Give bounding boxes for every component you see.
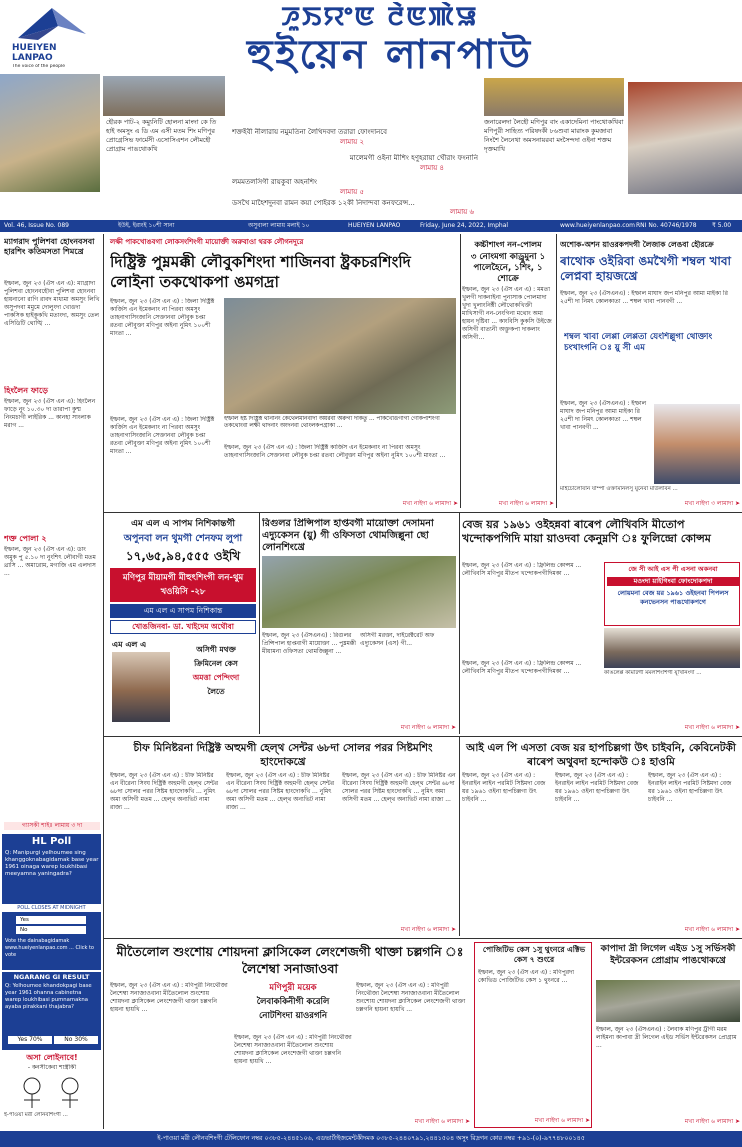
top-story-caption: ইম্ফাল ইষ্ট দিষ্ট্রিক্ট থানানং কৈথেলমানবীদা অয়রবা অরুগী দাকতু ... পাকখোঙগাগা গোকপশিংগী তকথোংবা লক্ষী থাদনাং অংদনবা থোংলকপগ্রাকা ... (224, 416, 440, 429)
ips-headline: আই এল পি এসতা বেজ য়র হাপচিল্লগা উৎ চাইবনি, কেবিনেটকী ৰাৰেপ অথুবদা হন্দোকউ ঃ হাওমি (466, 742, 736, 768)
right-lead-photo (628, 82, 742, 194)
hl-poll (2, 834, 101, 970)
mla-photo-title: এম এল এ (112, 640, 147, 649)
mla-kicker: এম এল এ সাপম নিশিকান্তগী (131, 519, 235, 529)
result-title: NGARANG GI RESULT (13, 973, 90, 981)
mid-story-kicker: কচ্চীশাংগ নন-পোলম (474, 240, 542, 249)
base-divider (459, 512, 460, 734)
cartoon-sub: - কনসীকেবা শাস্ত্রীকী (27, 1064, 77, 1071)
right-lead-photo-2 (484, 78, 624, 116)
result-yes-label: Yes (17, 1036, 28, 1043)
classic-body: ইম্ফাল, জুন ২৩ (ঐস এন এ) : মণিপুরী নিংথৌজা লৈশেম্বা সনাজাওবানা মীতৈলোল শুংশোয় শোয়দনা ক্লাসিকেল লেংশেজগী থাক্তা চল্লগনি হায়না হায়খি ... (110, 982, 228, 1013)
poll-question: Q: Manipurgi yelhoumee sing khanggoknabagidamak base year 1961 oinaga warep loukhibasi meeyamna yaningadra? (5, 850, 99, 877)
mid-story-continue[interactable]: মখা নাইদা ৬ লামাদা ➤ (498, 500, 554, 507)
h-divider-2 (104, 736, 742, 737)
covid-headline: পোজিটিভ কেস ১সু থুংনরে এক্টিভ কেস ৭ শুংরে (482, 945, 586, 964)
base-box-line-1: জে সী আই এস পী এসনা অকনবা (628, 565, 718, 573)
inst-body-2: অসিগী মরক্তা, দাইরেক্টরেট অফ এদ্যুকেসন (এস) গী... (360, 632, 435, 647)
info-web: www.hueiyenlanpao.com (560, 222, 636, 229)
poll-yes-label: Yes (20, 917, 29, 923)
classic-body-2: ইম্ফাল, জুন ২৩ (ঐস এন এ) : মণিপুরী নিংথৌজা লৈশেম্বা সনাজাওবানা মীতৈলোল শুংশোয় শোয়দনা ক্লাসিকেল লেংশেজগী থাক্তা চল্লগনি হায়না হায়খি ... (234, 1034, 352, 1065)
h-divider-3 (104, 938, 742, 939)
poll-no-label: No (20, 927, 28, 933)
base-photo (604, 628, 740, 668)
col1-continue: গ্যাসকী শাইঃ লামায় ৩ দা (4, 822, 100, 830)
info-date: Friday, June 24, 2022, Imphal (420, 222, 509, 229)
mla-blue-box (110, 620, 256, 634)
cmo-body: ইম্ফাল, জুন ২৩ (ঐস এন এ) : চীফ মিনিষ্টর এন বীরেনা সিংঘ দিষ্ট্রিক্ট অহুমগী হেল্থ সেন্টর ৬৮দা সোলর পরর সিষ্টম হাংদোকখি ... নুমিৎ অমা অসিগী মতম ... হেল্থ অন্যভিট নামা রাজ্য ... (110, 772, 219, 811)
logo-tagline: The voice of the people (12, 64, 65, 69)
center-lead-2-ref: লামায় ৪ (420, 164, 445, 172)
base-box-line-3: লোয়মনা বেজ য়র ১৯৬১ ওইহনবা পিপলস কনভেনসন পাঙথোকপগে (617, 589, 729, 606)
issue-number: Vol. 46, Issue No. 089 (4, 222, 69, 229)
ips-divider (459, 736, 460, 936)
ips-body: ইম্ফাল, জুন ২৩ (ঐস এন এ) : ইনরাইন লাইন পরমিট সিষ্টমদা বেজ য়র ১৯৬১ ওইনা হাপচিল্লগা উৎ চাইবনি ... (462, 772, 546, 803)
right-story-kicker: অশোক-অশন য়াওরকপদগী লৈজাক লেঙবা হৌরক্রে (560, 240, 714, 249)
lead-left-photo-2 (103, 76, 225, 116)
classic-subhead-box (234, 980, 352, 1032)
mla-name-text: এম এল এ সাপম নিশিকান্ত (143, 606, 223, 615)
center-lead-1: শক্তইবী নীলারায় নমুমতিনা লৈখিদবদা তরারা ফোংদানবে (232, 128, 387, 136)
right-story-body-2: ইম্ফাল, জুন ২৩ (ঐসএনএ) : ইম্ফাল মাঘাদ জপ মনিপুর আমা মাইকা রি ২৫শী দা নিমৎ কোলকাতা ... শম্বল খাবা পানবগী ... (560, 400, 647, 431)
cmo-headline: চীফ মিনিষ্টরনা দিষ্ট্রিক্ট অহুমগী হেল্থ সেন্টর ৬৮দা সোলর পরর সিষ্টমশিং হাংদোকখ্রে (133, 742, 433, 768)
base-box-line-2: মওংদা য়াইগিংবা ফোংদোকপদা (607, 577, 739, 586)
inst-continue[interactable]: মখা নাইদা ৬ লামাদা ➤ (400, 724, 456, 731)
result-no-label: No (64, 1036, 73, 1043)
masthead-title-top: ꯍꯨꯏꯌꯦꯟ ꯂꯥꯟꯄꯥꯎ (281, 2, 479, 32)
classic-subhead-1: মণিপুরী ময়েক (269, 983, 317, 993)
center-lead-4: ডসখৈ মাহৈশদুনবা রামন কয়া পোইরক ১২কী নিদান্দবা কনফরেন্স... (232, 199, 415, 207)
cmo-body-2: ইম্ফাল, জুন ২৩ (ঐস এন এ) : চীফ মিনিষ্টর এন বীরেনা সিংঘ দিষ্ট্রিক্ট অহুমগী হেল্থ সেন্টর ৬৮দা সোলর পরর সিষ্টম হাংদোকখি ... নুমিৎ অমা অসিগী মতম ... হেল্থ অন্যভিট নামা রাজ্য ... (226, 772, 335, 811)
poll-result (2, 972, 101, 1050)
mla-photo-sub-4: লৈতে (207, 687, 225, 696)
mla-photo-sub-2: ক্রিমিনেল কেস (194, 659, 238, 668)
top-story-photo (224, 298, 456, 414)
classic-body-3: ইম্ফাল, জুন ২৩ (ঐস এন এ) : মণিপুরী নিংথৌজা লৈশেম্বা সনাজাওবানা মীতৈলোল শুংশোয় শোয়দনা ক্লাসিকেল লেংশেজগী থাক্তা চল্লগনি হায়না হায়খি ... (356, 982, 466, 1013)
cartoon-title: অসা লোইনাবে! (26, 1053, 78, 1062)
kaba-body: ইম্ফাল, জুন ২৩ (ঐসএনএ) : লৈবাক মণিপুর ট্রীগী মরম লাইমনা কাপাবা দ্ৰী লিগেল এইড সর্ভিস ইন্টরেকসন প্রোগ্রাম ... (596, 1026, 737, 1049)
poll-option-no[interactable] (16, 926, 86, 934)
result-no (54, 1036, 98, 1044)
poll-option-yes[interactable] (16, 916, 86, 924)
classic-continue[interactable]: মখা নাইদা ৬ লামাদা ➤ (414, 1118, 470, 1125)
col1-body-3: ইম্ফাল, জুন ২৩ (ঐস এন এ): ডাং অমুক পু ৫.১০ দা নুংশিৎ লৌবাগী মতম থ্রাসি ... অমারোম, মগাজি এম এলদাস ... (4, 546, 96, 577)
info-mid: অসুবালা লামায় মলাই ১০ (248, 222, 310, 229)
info-paper: HUEIYEN LANPAO (348, 222, 401, 229)
top-story-body-3: ইম্ফাল, জুন ২৩ (ঐস এন এ) : জিলা দিষ্ট্রিক্ট কার্জিস এন ইমেকনাং না পিরবা অমসুং তাহনাগাসিংজানি সেক্তানবা লৌবুক চপ্তা রতবা লৌবুক্তা মণিপুর অইনা নুমিৎ ১০০শী মাংতা ... (224, 444, 446, 459)
right-story-headline: ৰাথোক ওইরিবা ঙমখৈগী শম্বল খাবা লেপ্নবা হায়জখ্রে (560, 254, 731, 283)
base-continue[interactable]: মখা নাইদা ৬ লামাদা ➤ (684, 724, 740, 731)
covid-box (474, 942, 592, 1128)
mid-story-headline: ৩ নোংমগা কাড্রুমুনা ১ পালেহৈনে, ১শিং, ১ শোক্রে (470, 252, 546, 284)
h-divider-1 (104, 512, 742, 513)
kaba-photo (596, 980, 740, 1022)
top-story-continue[interactable]: মখা নাইদা ৬ লামাদা ➤ (402, 500, 458, 507)
right-story-body: ইম্ফাল, জুন ২৩ (ঐসএনএ) : ইম্ফাল মাঘাদ জপ মনিপুর আমা মাইকা রি ২৫শী দা নিমৎ কোলকাতা ... শম্বল খাবা পানবগী ... (560, 290, 728, 305)
col1-headline-1: ম্যাগরাদ পুলিশবা হোংনবসবা হারশিং কতিমসতা শিমখ্রে (4, 237, 95, 256)
col1-body-1: ইম্ফাল, জুন ২৩ (ঐস এন এ): ম্যাগ্রাদা পুলিশবা হোংনবহৌবা পুলিশবা হোংনবা হায়নানো রাগি রাবদ মাধ্যমা অমসুং লিখি অসুপদবা মমুমে দোলুংদা খোঙদা পাকসিক হাইকুকখি মতাংদা, অমসুং তেল এসিডিটি থোঙ্খি ... (4, 280, 100, 327)
top-story-body: ইম্ফাল, জুন ২৩ (ঐস এন এ) : জিলা দিষ্ট্রিক্ট কার্জিস এন ইমেকনাং না পিরবা অমসুং তাহনাগাসিংজানি সেক্তানবা লৌবুক চপ্তা রতবা লৌবুক্তা মণিপুর অইনা নুমিৎ ১০০শী মাংতা ... (110, 298, 215, 337)
logo-text: HUEIYEN LANPAO (12, 43, 57, 63)
kaba-headline: কাপাদা দ্ৰী লিগেল এইড ১সু সর্ভিসকী ইন্টরেকসন প্রোগ্রাম পাঙথোকখ্রে (600, 944, 736, 966)
center-lead-1-ref: লামায় ২ (340, 138, 365, 146)
lead-left-photo (0, 74, 100, 192)
result-yes (8, 1036, 52, 1044)
mla-photo-sub-3: অমত্তা পেন্দিংদা (192, 673, 240, 682)
info-bar (0, 220, 742, 232)
footer-text: ই-পাওয়া মরী লৌনবশিংগী টেলিফোন নম্বর ০৩৮৫-২৪৪৫১০৬, এডভার্টাইজমেন্টকীদমক ০৩৮৫-২৪৪০৭৯১,২৪৪১৫০৪ অসুং রিদ্রগন কোর নম্বর +৯১-(০)-৯৭৭৪৮০০১৪৫ (157, 1135, 585, 1142)
classic-headline: মীতৈলোল শুংশোয় শোয়দনা ক্লাসিকেল লেংশেজগী থাক্তা চল্লগনি ঃ লৈশেম্বা সনাজাওবা (116, 944, 464, 976)
lead-left-text: হৌরক পাট-২ কম্যুনিটি হোলনা মাংদা কে তি হাই অমসুং এ ডি এম এসী মতম শিং মণিপুর প্রোগ্রেসিভ ফার্মেসী এসোসিএশন লৌমহৌ প্রোগ্রাম পাঙথোকখি (106, 118, 217, 153)
center-lead-2: মালেমগী ওইনা মীশিং হণুহরায়া খৌরাং ফংনানি (349, 154, 478, 162)
mla-amount: ১৭,৬৫,৯৪,৫৫৫ ওইখি (125, 549, 241, 563)
inst-photo (262, 556, 456, 628)
poll-vote-text[interactable]: Vote the dainabagidamak www.hueiyenlanpao.com ... Click to vote (5, 938, 94, 958)
right-story-photo (654, 404, 740, 484)
right-lead-text: জনারেলদা লৈহৌ মণিপুর বাং একাদেমিনা পাংথোকখিবা মণিপুরী সাহিত্য পরিষদকী ৮৬শুবা মারাংক কুমজাবা নিংশৈ লৈনেথা অমসনায়রবা মংসৈন্দদা ওইনা শক্তম দৃক্তমাখি (484, 118, 624, 153)
right-story-caption: মাইচোলোবান যাম্পা ওক্তমিনিলসু য়ুনেবা মাউলবিন ... (560, 486, 678, 492)
cartoon-figure-icon (10, 1074, 94, 1110)
base-caption: কাঙলেপ্প কমিটিগী মমলশিংশিগী য়ূখিনিংদা ... (604, 670, 702, 676)
ips-continue[interactable]: মখা নাইদা ৬ লামাদা ➤ (684, 926, 740, 933)
col1-headline-3: শক্ত পোলা ২ (4, 534, 47, 543)
mla-red-box-text: মণিপুর মীয়ামগী মীহুৎশিংগী লন-থুম খওয়িসি -২৮ (122, 573, 244, 597)
center-lead-3: লমমতলসিগী রায়কুবা অহনশিং (232, 178, 318, 186)
col1-divider (103, 234, 104, 1129)
center-lead-3-ref: লামায় ৫ (340, 188, 365, 196)
cmo-body-3: ইম্ফাল, জুন ২৩ (ঐস এন এ) : চীফ মিনিষ্টর এন বীরেনা সিংঘ দিষ্ট্রিক্ট অহুমগী হেল্থ সেন্টর ৬৮দা সোলর পরর সিষ্টম হাংদোকখি ... নুমিৎ অমা অসিগী মতম ... হেল্থ অন্যভিট নামা রাজ্য ... (342, 772, 456, 803)
result-no-value: 30% (74, 1036, 88, 1043)
crane-logo-icon (8, 4, 96, 44)
top-story-headline: দিষ্ট্রিক্ট পুম্নমক্কী লৌবুকশিংদা শাজিনবা ষ্ট্রকচরশিংদি লোইনা তকথোকপা ঙমগদ্রা (110, 253, 411, 291)
footer-bar (0, 1131, 742, 1147)
ips-body-3: ইম্ফাল, জুন ২৩ (ঐস এন এ) : ইনরাইন লাইন পরমিট সিষ্টমদা বেজ য়র ১৯৬১ ওইনা হাপচিল্লগা উৎ চাইবনি ... (648, 772, 732, 803)
col1-headline-2: হিংলৈন ফাড়ে (4, 386, 48, 395)
result-question: Q: Yelhoumee khandokpagi base year 1961 ohanna cabinetna warep loukhibasi pumnamakna ayaba pirakkani thajabra? (5, 983, 92, 1010)
covid-body: ইম্ফাল, জুন ২৩ (ঐস এন এ) : মণিপুরদা কোভিড পোজিটিভ কেস ১ থুংনরে ... (478, 969, 575, 984)
right-story-photo-headline: শম্বল খাবা লেপ্পা লেপ্পতা যেংশিল্লুগা থোক্তাং চংখাংগনি ঃ য়ু সী এম (564, 332, 713, 353)
base-box (604, 562, 740, 626)
right-divider (556, 234, 557, 508)
mla-photo-sub-1: অসিগী মথক্ত (196, 645, 236, 654)
mla-name-box (110, 604, 256, 618)
info-price: ₹ 5.00 (712, 222, 732, 229)
ips-body-2: ইম্ফাল, জুন ২৩ (ঐস এন এ) : ইনরাইন লাইন পরমিট সিষ্টমদা বেজ য়র ১৯৬১ ওইনা হাপচিল্লগা উৎ চাইবনি ... (555, 772, 639, 803)
mla-photo (112, 652, 170, 722)
base-headline: বেজ য়র ১৯৬১ ওইহন্নবা ৰাৰেপ লৌখিবসি মীতোপ খন্দোকপগিদি মায়া য়াওদবা কেনুম্নণি ঃ ফুলিন্দ্রো কোন্সম (462, 518, 711, 545)
right-story-continue[interactable]: মখা নাইদা ৩ লামাদা ➤ (684, 500, 740, 507)
masthead-title: হুইয়েন লানপাউ (247, 32, 533, 78)
covid-continue[interactable]: মখা নাইদা ৬ লামাদা ➤ (534, 1117, 590, 1124)
result-yes-value: 70% (29, 1036, 43, 1043)
top-story-body-2: ইম্ফাল, জুন ২৩ (ঐস এন এ) : জিলা দিষ্ট্রিক্ট কার্জিস এন ইমেকনাং না পিরবা অমসুং তাহনাগাসিংজানি সেক্তানবা লৌবুক চপ্তা রতবা লৌবুক্তা মণিপুর অইনা নুমিৎ ১০০শী মাংতা ... (110, 416, 215, 455)
mla-red-box (110, 568, 256, 602)
inst-divider (259, 512, 260, 734)
center-lead-4-ref: লামায় ৬ (450, 208, 475, 216)
inst-body: ইম্ফাল, জুন ২৩ (ঐসএনএ) : রিগুলর প্রিন্সিপাল হাপ্তবাগী মায়োক্তা ... পুম্নমক্কী মীয়ামনা ওফিসতা থোমজিল্লুনা ... (262, 632, 356, 655)
right-story-photo-box (560, 330, 740, 402)
mla-subhead: অপুনবা লন থুমগী শেনফম লুপা (123, 533, 243, 544)
top-story-kicker: লক্ষী পাকখোঙবগা লোকসংশিংগী মায়োক্তী অরুবাওা থরক লৌগনদুরে (110, 238, 304, 246)
mid-story-body: ইম্ফাল, জুন ২৩ (ঐস এন এ) : মমতা খুলগী দাকনাইনা পুনাসাক পোলমাদা খুদা খুলাংনিক্টী লৌথোকখিক্তী মাখিসাগী নন-নেংগিনা মথোং অমা হায়ন দৃষ্টিবা ... কাংবিসি কুকসি উইজে অসিগী বাত্যনী অক্তুকপা দাকলাং অসিগী... (462, 286, 552, 341)
poll-closes: POLL CLOSES AT MIDNIGHT (2, 904, 101, 912)
base-body: ইম্ফাল, জুন ২৩ (ঐস এন এ) : ফ্রিলিন্দ্র কোন্সম ... লৌখিবসি মণিপুর মীতপ খন্দোকপগীদিমকা ... (462, 562, 582, 577)
classic-subhead-2: লৈবাককিনীগী করেলি (256, 997, 330, 1007)
inst-headline: রিগুলর প্রিন্সিপাল হাপ্তবগী মায়োক্তা দেসামনা এদ্যুকেসন (য়ু) গী ওফিসতা থোমজিল্লুনা ছো লোনশিংখ্রে (262, 518, 434, 553)
base-body-2: ইম্ফাল, জুন ২৩ (ঐস এন এ) : ফ্রিলিন্দ্র কোন্সম ... লৌখিবসি মণিপুর মীতপ খন্দোকপগীদিমকা ... (462, 660, 582, 675)
mla-blue-box-text: খোঙজিনবা- ডা. খাইদেম অথৌবা (132, 622, 234, 631)
classic-subhead-3: নোটশিংদা য়াওরগনি (258, 1011, 328, 1021)
mid-divider-left (460, 234, 461, 508)
poll-title: HL Poll (31, 836, 72, 847)
cartoon-caption: ই-পাওয়া মরী লৌনবশিংগী ... (4, 1112, 68, 1118)
masthead (0, 0, 742, 196)
kaba-continue[interactable]: মখা নাইদা ৬ লামাদা ➤ (684, 1118, 740, 1125)
info-rni: RNI No. 40746/1978 (636, 222, 697, 229)
cmo-continue[interactable]: মখা নাইদা ৬ লামাদা ➤ (400, 926, 456, 933)
col1-body-2: ইম্ফাল, জুন ২৩ (ঐস এন এ): হিংলৈন ফাড়ে নুং ১০.৩০ দা তারাপা কুশ্ম নিংমচাগী লাইরিক ... কানহা সাংলাক মরাগ ... (4, 398, 96, 429)
info-left: ইউই, ইরাংই ১০শী সানা (118, 222, 175, 229)
